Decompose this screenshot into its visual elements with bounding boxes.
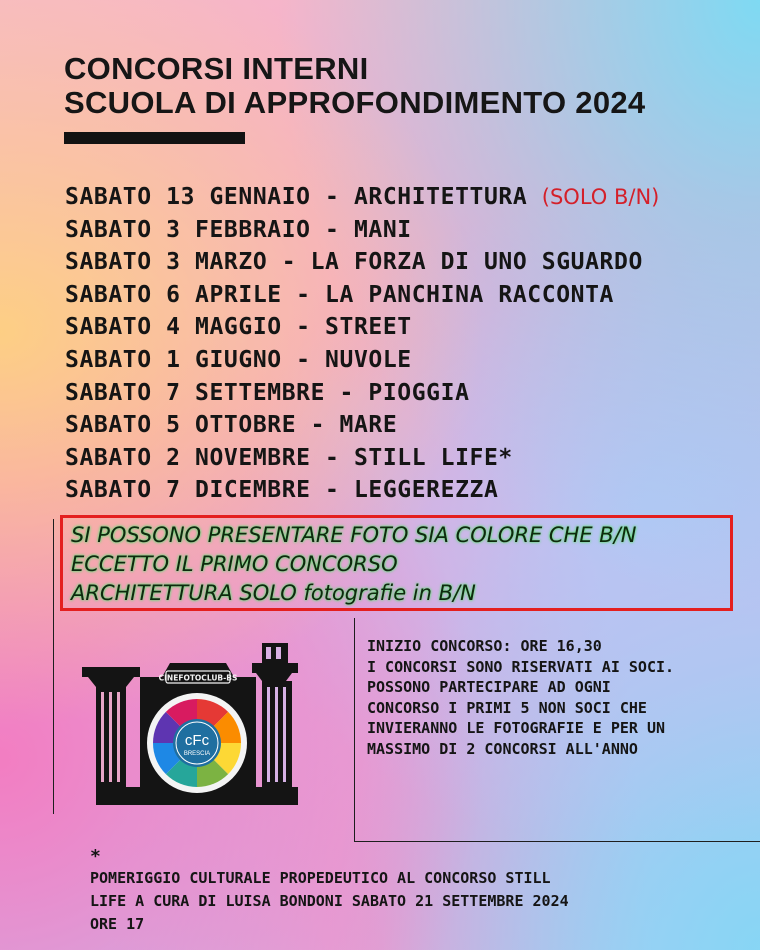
footnote-star: * — [90, 846, 101, 867]
schedule-item-november: SABATO 2 NOVEMBRE - STILL LIFE* — [65, 444, 513, 471]
schedule-item-october: SABATO 5 OTTOBRE - MARE — [65, 412, 398, 439]
info-line-3: POSSONO PARTECIPARE AD OGNI — [367, 678, 611, 696]
bw-only-note: (SOLO B/N) — [541, 185, 660, 209]
info-line-1: INIZIO CONCORSO: ORE 16,30 — [367, 637, 602, 655]
schedule-item-april: SABATO 6 APRILE - LA PANCHINA RACCONTA — [65, 281, 614, 308]
title-line-2: SCUOLA DI APPROFONDIMENTO 2024 — [64, 85, 646, 120]
schedule-item-february: SABATO 3 FEBBRAIO - MANI — [65, 216, 412, 243]
info-line-4: CONCORSO I PRIMI 5 NON SOCI CHE — [367, 698, 647, 717]
schedule-item-september: SABATO 7 SETTEMBRE - PIOGGIA — [65, 379, 470, 406]
footnote-line-2: LIFE A CURA DI LUISA BONDONI SABATO 21 SETTEMBRE 2024 — [90, 892, 569, 910]
footnote-line-1: POMERIGGIO CULTURALE PROPEDEUTICO AL CONCORSO STILL — [90, 869, 551, 887]
info-line-5: INVIERANNO LE FOTOGRAFIE E PER UN — [367, 719, 666, 737]
info-line-6: MASSIMO DI 2 CONCORSI ALL'ANNO — [367, 739, 638, 758]
schedule-item-may: SABATO 4 MAGGIO - STREET — [65, 314, 412, 341]
schedule-item-january: SABATO 13 GENNAIO - ARCHITETTURA (SOLO B/N) — [65, 184, 660, 210]
contest-schedule-list — [65, 181, 659, 507]
logo-monogram: cFc — [184, 732, 210, 749]
logo-banner-text: CINEFOTOCLUB-BS — [158, 673, 238, 683]
footnote — [90, 847, 569, 936]
notice-line-2: ECCETTO IL PRIMO CONCORSO — [71, 552, 398, 576]
info-line-2: I CONCORSI SONO RISERVATI AI SOCI. — [367, 657, 675, 676]
schedule-item-march: SABATO 3 MARZO - LA FORZA DI UNO SGUARDO — [65, 249, 643, 276]
color-rules-notice — [60, 515, 733, 611]
logo-city: BRESCIA — [183, 751, 211, 757]
footnote-line-3: ORE 17 — [90, 915, 145, 933]
left-divider-line — [53, 519, 54, 814]
schedule-item-december: SABATO 7 DICEMBRE - LEGGEREZZA — [65, 477, 499, 504]
schedule-item-june: SABATO 1 GIUGNO - NUVOLE — [65, 346, 412, 373]
contest-info-box — [354, 618, 760, 842]
cinefotoclub-logo — [80, 637, 320, 809]
title-underline-bar — [64, 132, 245, 144]
page-title — [64, 52, 645, 120]
notice-line-3: ARCHITETTURA SOLO fotografie in B/N — [71, 581, 476, 605]
title-line-1: CONCORSI INTERNI — [64, 51, 369, 86]
notice-line-1: SI POSSONO PRESENTARE FOTO SIA COLORE CHE B/N — [71, 523, 637, 547]
